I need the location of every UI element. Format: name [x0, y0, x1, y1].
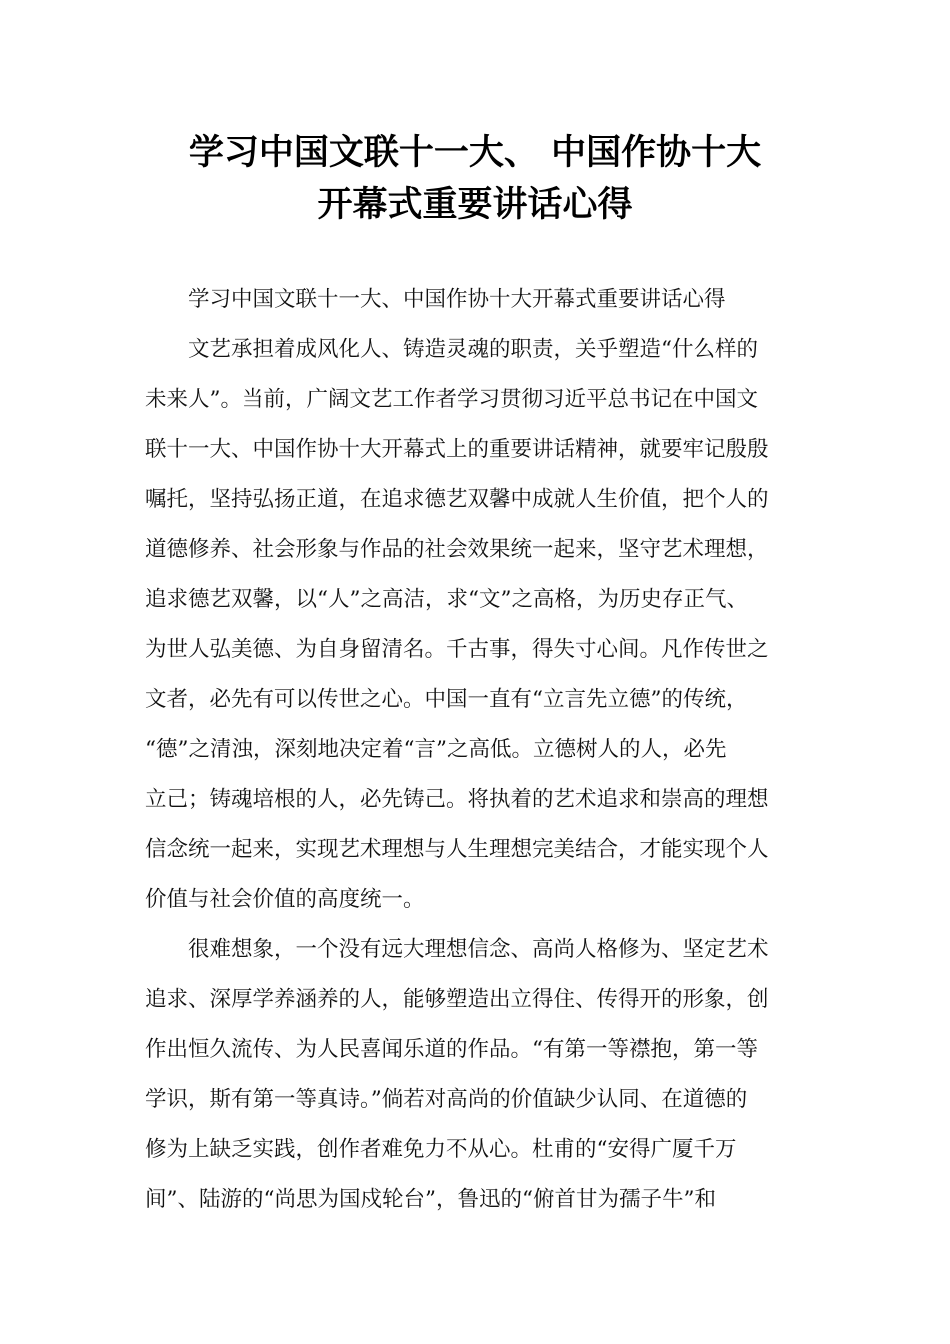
body-line: 价值与社会价值的高度统一。	[145, 887, 425, 912]
body-line: 学识，斯有第一等真诗。”倘若对高尚的价值缺少认同、在道德的	[145, 1087, 748, 1112]
body-line: 未来人”。当前，广阔文艺工作者学习贯彻习近平总书记在中国文	[145, 387, 758, 412]
body-line: 作出恒久流传、为人民喜闻乐道的作品。“有第一等襟抱，第一等	[145, 1037, 758, 1062]
body-line: 联十一大、中国作协十大开幕式上的重要讲话精神，就要牢记殷殷	[145, 437, 769, 462]
body-line: 间”、陆游的“尚思为国戍轮台”，鲁迅的“俯首甘为孺子牛”和	[145, 1187, 716, 1212]
subtitle-line: 学习中国文联十一大、中国作协十大开幕式重要讲话心得	[145, 287, 726, 312]
body-line: 嘱托，坚持弘扬正道，在追求德艺双馨中成就人生价值，把个人的	[145, 487, 769, 512]
body-line: 追求德艺双馨，以“人”之高洁，求“文”之高格，为历史存正气、	[145, 587, 748, 612]
body-line: “德”之清浊，深刻地决定着“言”之高低。立德树人的人，必先	[145, 737, 727, 762]
body-line: 追求、深厚学养涵养的人，能够塑造出立得住、传得开的形象，创	[145, 987, 769, 1012]
body-line: 道德修养、社会形象与作品的社会效果统一起来，坚守艺术理想，	[145, 537, 769, 562]
body-line: 文艺承担着成风化人、铸造灵魂的职责，关乎塑造“什么样的	[145, 337, 758, 362]
body-line: 修为上缺乏实践，创作者难免力不从心。杜甫的“安得广厦千万	[145, 1137, 737, 1162]
body-line: 很难想象，一个没有远大理想信念、高尚人格修为、坚定艺术	[145, 937, 769, 962]
body-line: 为世人弘美德、为自身留清名。千古事，得失寸心间。凡作传世之	[145, 637, 769, 662]
body-line: 信念统一起来，实现艺术理想与人生理想完美结合，才能实现个人	[145, 837, 769, 862]
body-line: 立己；铸魂培根的人，必先铸己。将执着的艺术追求和崇高的理想	[145, 787, 769, 812]
document-title-line-1: 学习中国文联十一大、 中国作协十大	[188, 133, 762, 173]
body-line: 文者，必先有可以传世之心。中国一直有“立言先立德”的传统，	[145, 687, 748, 712]
document-title-line-2: 开幕式重要讲话心得	[317, 185, 633, 225]
